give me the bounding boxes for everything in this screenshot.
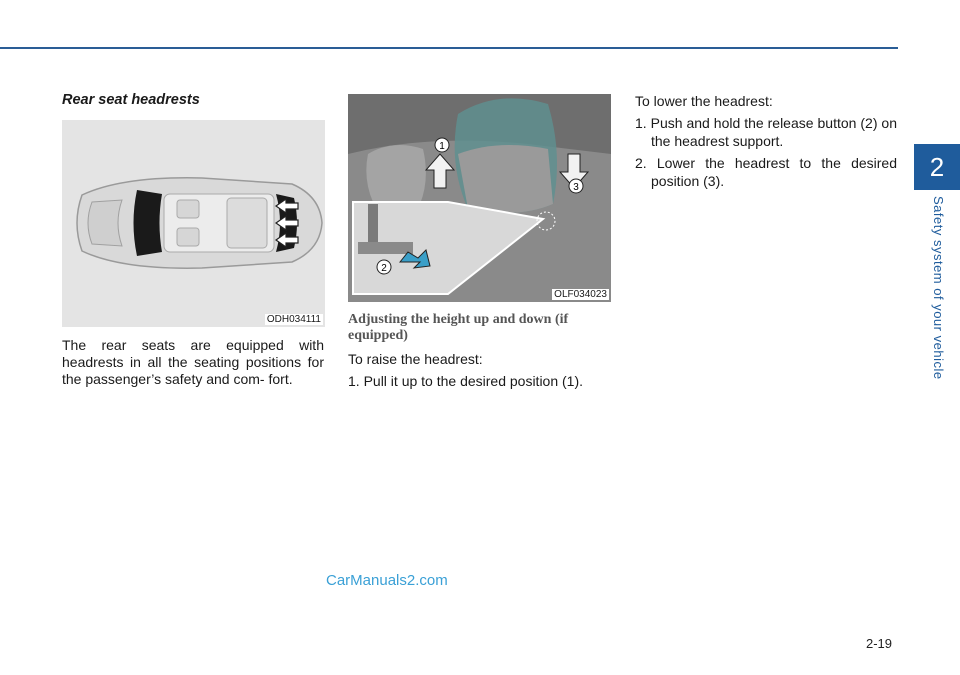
adjusting-heading: Adjusting the height up and down (if equipped) [348, 312, 569, 343]
callout-3: 3 [573, 182, 579, 193]
headrest-illustration [348, 94, 611, 302]
car-top-view-figure [62, 120, 325, 327]
watermark: CarManuals2.com [326, 572, 448, 589]
column-adjusting [348, 94, 610, 394]
callout-1: 1 [439, 141, 445, 152]
lower-step-2: 2. Lower the headrest to the desired position (3). [635, 155, 897, 189]
page-number: 2-19 [866, 636, 893, 651]
callout-2: 2 [381, 263, 387, 274]
headrest-figure [348, 94, 611, 302]
chapter-title: Safety system of your vehicle [931, 196, 946, 380]
raise-intro: To raise the headrest: [348, 351, 483, 367]
section-title: Rear seat headrests [62, 92, 200, 108]
top-rule [0, 47, 898, 49]
car-top-view-illustration [62, 120, 325, 327]
lower-step-1: 1. Push and hold the release button (2) on the headrest support. [635, 115, 897, 149]
rear-seat-description: The rear seats are equipped with headrests in all the seating positions for the passenger’s safety and com- fort. [62, 337, 324, 387]
column-rear-seat [62, 88, 324, 388]
figure-code: OLF034023 [554, 289, 607, 300]
chapter-tab: 2 [914, 144, 960, 190]
figure-code: ODH034111 [266, 314, 321, 325]
lower-intro: To lower the headrest: [635, 93, 773, 109]
column-lower [635, 92, 897, 194]
raise-step-1: 1. Pull it up to the desired position (1). [348, 373, 584, 389]
